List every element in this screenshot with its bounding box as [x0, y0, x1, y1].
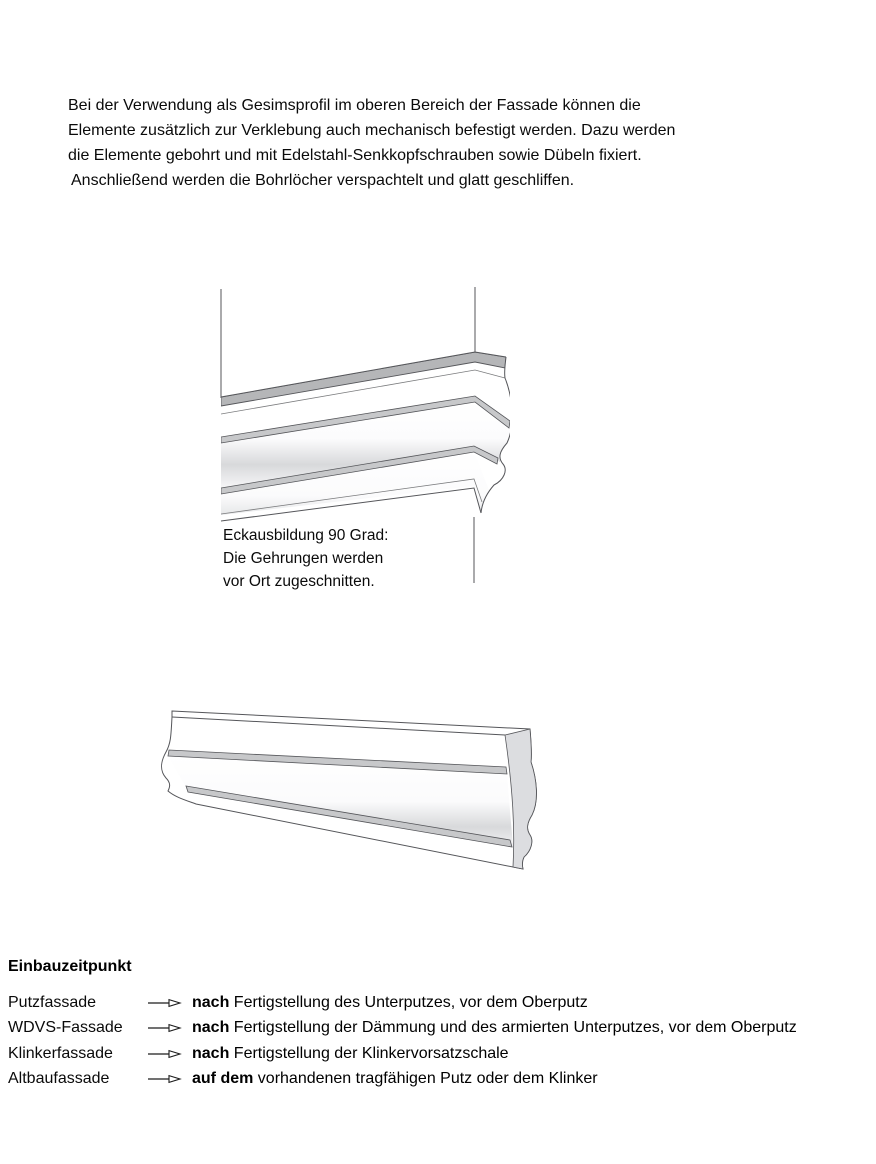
row-label: Putzfassade: [8, 994, 97, 1011]
arrow-icon: [148, 1043, 192, 1068]
section-heading: Einbauzeitpunkt: [8, 958, 132, 975]
paragraph-line: die Elemente gebohrt und mit Edelstahl-Senkkopfschrauben sowie Dübeln fixiert.: [68, 147, 642, 164]
list-row: [8, 1015, 874, 1040]
install-timing-list: [8, 990, 874, 1092]
caption-line: Die Gehrungen werden: [223, 550, 384, 567]
caption-line: vor Ort zugeschnitten.: [223, 573, 375, 590]
emphasis-word: auf dem: [192, 1070, 254, 1088]
row-description: [192, 990, 874, 1015]
profile-piece-illustration: [150, 690, 570, 890]
caption-line: Eckausbildung 90 Grad:: [223, 527, 389, 544]
paragraph-line: Bei der Verwendung als Gesimsprofil im oberen Bereich der Fassade können die: [68, 97, 641, 114]
row-label: Klinkerfassade: [8, 1044, 113, 1062]
row-label: WDVS-Fassade: [8, 1019, 123, 1037]
emphasis-word: nach: [192, 1019, 230, 1037]
paragraph-line: Anschließend werden die Bohrlöcher verspachtelt und glatt geschliffen.: [71, 172, 575, 189]
arrow-icon: [148, 1068, 192, 1093]
list-row: [8, 990, 874, 1015]
description-text: vorhandenen tragfähigen Putz oder dem Klinker: [253, 1070, 598, 1088]
arrow-icon: [148, 1017, 192, 1042]
description-text: Fertigstellung der Klinkervorsatzschale: [229, 1044, 509, 1062]
description-text: Fertigstellung des Unterputzes, vor dem Oberputz: [229, 994, 588, 1011]
description-text: Fertigstellung der Dämmung und des armierten Unterputzes, vor dem Oberputz: [229, 1019, 797, 1037]
row-description: [192, 1015, 874, 1040]
list-row: [8, 1066, 874, 1091]
intro-paragraph: [68, 93, 675, 193]
paragraph-line: Elemente zusätzlich zur Verklebung auch mechanisch befestigt werden. Dazu werden: [68, 122, 676, 139]
row-description: [192, 1066, 874, 1091]
emphasis-word: nach: [192, 1044, 230, 1062]
list-row: [8, 1041, 874, 1066]
emphasis-word: nach: [192, 994, 230, 1011]
arrow-icon: [148, 992, 192, 1017]
figure-caption: [223, 524, 388, 593]
row-description: [192, 1041, 874, 1066]
row-label: Altbaufassade: [8, 1070, 110, 1088]
